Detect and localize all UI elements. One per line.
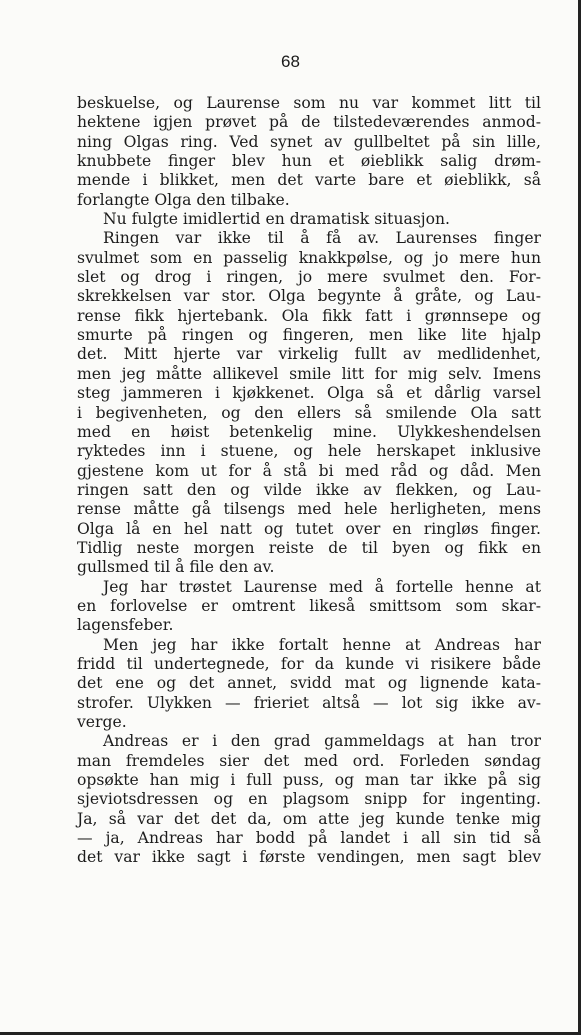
text-line: det var ikke sagt i første vendingen, men sagt blev bbox=[77, 848, 541, 867]
text-line: lagensfeber. bbox=[77, 616, 174, 635]
text-line: beskuelse, og Laurense som nu var kommet litt til bbox=[77, 94, 541, 112]
text-line: knubbete finger blev hun et øieblikk salig drøm- bbox=[77, 152, 541, 171]
text-line: — ja, Andreas har bodd på landet i all sin tid så bbox=[77, 829, 541, 848]
text-line: Nu fulgte imidlertid en dramatisk situasjon. bbox=[103, 210, 451, 229]
text-line: rense måtte gå tilsengs med hele herligheten, mens bbox=[77, 500, 541, 519]
text-line: det. Mitt hjerte var virkelig fullt av medlidenhet, bbox=[77, 345, 541, 364]
text-line: steg jammeren i kjøkkenet. Olga så et dårlig varsel bbox=[77, 384, 541, 403]
text-line: opsøkte han mig i full puss, og man tar ikke på sig bbox=[77, 771, 541, 790]
text-line: forlangte Olga den tilbake. bbox=[77, 190, 290, 209]
text-line: man fremdeles sier det med ord. Forleden søndag bbox=[77, 751, 541, 770]
text-line: gjestene kom ut for å stå bi med råd og dåd. Men bbox=[77, 461, 541, 480]
text-line: strofer. Ulykken — frieriet altså — lot sig ikke av- bbox=[77, 693, 541, 712]
text-line: Olga lå en hel natt og tutet over en ringløs finger. bbox=[77, 519, 541, 538]
text-line: fridd til undertegnede, for da kunde vi risikere både bbox=[77, 654, 541, 673]
text-line: gullsmed til å file den av. bbox=[77, 558, 275, 577]
text-line: sjeviotsdressen og en plagsom snipp for ingenting. bbox=[77, 790, 541, 809]
text-line: det ene og det annet, svidd mat og lignende kata- bbox=[77, 674, 541, 693]
text-line: Tidlig neste morgen reiste de til byen og fikk en bbox=[77, 538, 541, 557]
text-line: ning Olgas ring. Ved synet av gullbeltet på sin lille, bbox=[77, 132, 541, 151]
text-line: Andreas er i den grad gammeldags at han tror bbox=[103, 732, 541, 751]
text-line: svulmet som en passelig knakkpølse, og jo mere hun bbox=[77, 248, 541, 267]
text-line: rense fikk hjertebank. Ola fikk fatt i grønnsepe og bbox=[77, 306, 541, 325]
text-line: ryktedes inn i stuene, og hele herskapet inklusive bbox=[77, 442, 541, 461]
page-number: 68 bbox=[281, 52, 300, 71]
text-line: verge. bbox=[77, 713, 127, 731]
text-line: hektene igjen prøvet på de tilstedeværendes anmod- bbox=[77, 113, 541, 132]
text-line: Men jeg har ikke fortalt henne at Andreas har bbox=[103, 635, 541, 654]
body-text bbox=[77, 94, 541, 868]
text-line: Jeg har trøstet Laurense med å fortelle henne at bbox=[103, 577, 541, 596]
text-line: med en høist betenkelig mine. Ulykkeshendelsen bbox=[77, 422, 541, 441]
text-line: Ringen var ikke til å få av. Laurenses finger bbox=[103, 229, 541, 248]
text-line: skrekkelsen var stor. Olga begynte å gråte, og Lau- bbox=[77, 287, 541, 306]
text-line: i begivenheten, og den ellers så smilende Ola satt bbox=[77, 403, 541, 422]
text-line: ringen satt den og vilde ikke av flekken, og Lau- bbox=[77, 480, 541, 499]
text-line: Ja, så var det det da, om atte jeg kunde tenke mig bbox=[77, 809, 541, 828]
text-line: mende i blikket, men det varte bare et øieblikk, så bbox=[77, 171, 541, 190]
text-line: smurte på ringen og fingeren, men like lite hjalp bbox=[77, 326, 541, 345]
text-line: men jeg måtte allikevel smile litt for mig selv. Imens bbox=[77, 364, 541, 383]
text-line: en forlovelse er omtrent likeså smittsom som skar- bbox=[77, 596, 541, 615]
text-line: slet og drog i ringen, jo mere svulmet den. For- bbox=[77, 268, 541, 287]
